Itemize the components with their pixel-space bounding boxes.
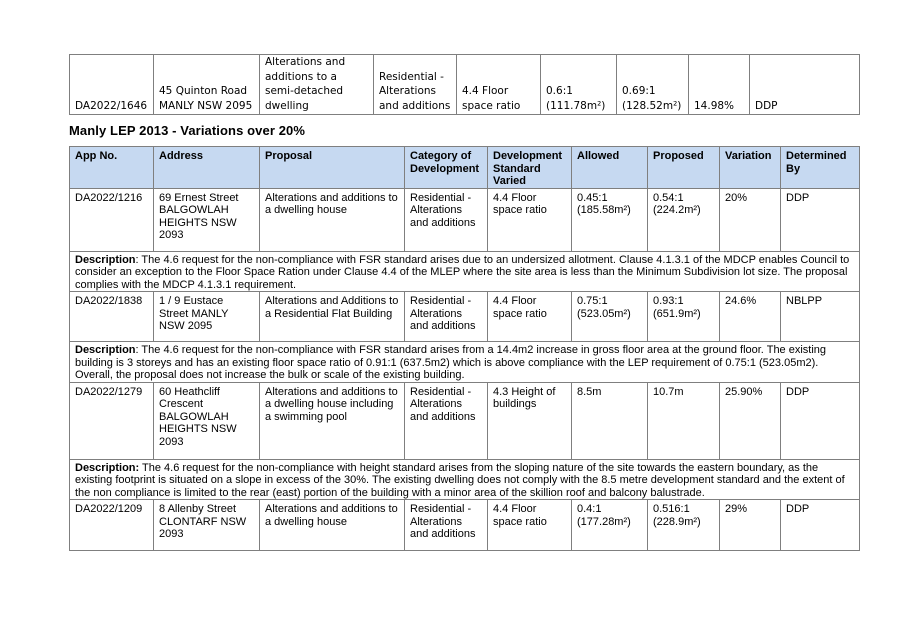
category-cell: Residential - Alterations and additions bbox=[405, 292, 488, 342]
table-row bbox=[70, 382, 860, 459]
determined-by-cell: DDP bbox=[750, 55, 860, 115]
header-variation: Variation bbox=[720, 147, 781, 189]
table-row bbox=[70, 55, 860, 115]
address-cell: 60 Heathcliff Crescent BALGOWLAH HEIGHTS NSW 2093 bbox=[154, 382, 260, 459]
standard-cell: 4.3 Height of buildings bbox=[488, 382, 572, 459]
category-cell: Residential - Alterations and additions bbox=[405, 500, 488, 551]
proposal-cell: Alterations and additions to a dwelling house bbox=[260, 500, 405, 551]
header-allowed: Allowed bbox=[572, 147, 648, 189]
description-cell bbox=[70, 342, 860, 383]
proposed-cell: 0.93:1 (651.9m²) bbox=[648, 292, 720, 342]
proposed-cell: 0.516:1 (228.9m²) bbox=[648, 500, 720, 551]
app-no-cell: DA2022/1838 bbox=[70, 292, 154, 342]
app-no-cell: DA2022/1279 bbox=[70, 382, 154, 459]
variation-cell: 29% bbox=[720, 500, 781, 551]
allowed-cell: 0.45:1 (185.58m²) bbox=[572, 188, 648, 251]
standard-cell: 4.4 Floor space ratio bbox=[488, 292, 572, 342]
description-cell bbox=[70, 459, 860, 500]
description-label: Description bbox=[75, 344, 136, 356]
description-text: The 4.6 request for the non-compliance with height standard arises from the sloping nature of the site towards the eastern boundary, as the existing footprint is situated on a slope in excess of the 30%. The existing dwelling does not comply with the 8.5 metre development standard and the extent of the non compliance is limited to the rear (east) portion of the building with a minor area of the skillion roof and balcony balustrade. bbox=[75, 461, 845, 499]
standard-cell: 4.4 Floor space ratio bbox=[457, 55, 541, 115]
proposed-cell: 10.7m bbox=[648, 382, 720, 459]
address-cell: 1 / 9 Eustace Street MANLY NSW 2095 bbox=[154, 292, 260, 342]
category-cell: Residential - Alterations and additions bbox=[405, 382, 488, 459]
proposal-cell: Alterations and additions to a dwelling house bbox=[260, 188, 405, 251]
variations-table bbox=[69, 146, 860, 551]
description-label: Description bbox=[75, 253, 136, 266]
proposal-cell: Alterations and additions to a dwelling house including a swimming pool bbox=[260, 382, 405, 459]
address-cell: 45 Quinton Road MANLY NSW 2095 bbox=[154, 55, 260, 115]
proposal-cell: Alterations and Additions to a Residential Flat Building bbox=[260, 292, 405, 342]
variation-cell: 14.98% bbox=[689, 55, 750, 115]
allowed-cell: 8.5m bbox=[572, 382, 648, 459]
description-label: Description: bbox=[75, 461, 140, 474]
allowed-cell: 0.6:1 (111.78m²) bbox=[541, 55, 617, 115]
proposal-cell: Alterations and additions to a semi-detached dwelling bbox=[260, 55, 374, 115]
description-row bbox=[70, 459, 860, 500]
header-standard: Development Standard Varied bbox=[488, 147, 572, 189]
determined-by-cell: DDP bbox=[781, 500, 860, 551]
address-cell: 69 Ernest Street BALGOWLAH HEIGHTS NSW 2093 bbox=[154, 188, 260, 251]
proposed-cell: 0.69:1 (128.52m²) bbox=[617, 55, 689, 115]
variation-cell: 25.90% bbox=[720, 382, 781, 459]
previous-variations-table bbox=[69, 54, 860, 115]
address-cell: 8 Allenby Street CLONTARF NSW 2093 bbox=[154, 500, 260, 551]
table-row bbox=[70, 292, 860, 342]
description-text: : The 4.6 request for the non-compliance with FSR standard arises from a 14.4m2 increase in gross floor area at the ground floor. The existing building is 3 storeys and has an existing floor space ratio of 0.91:1 (637.5m2) which is above compliance with the LEP requirement of 0.75:1 (523.05m2). Overall, the proposal does not increase the bulk or scale of the existing building. bbox=[75, 344, 827, 381]
category-cell: Residential - Alterations and additions bbox=[374, 55, 457, 115]
proposed-cell: 0.54:1 (224.2m²) bbox=[648, 188, 720, 251]
table-row bbox=[70, 500, 860, 551]
determined-by-cell: NBLPP bbox=[781, 292, 860, 342]
description-text: : The 4.6 request for the non-compliance with FSR standard arises due to an undersized allotment. Clause 4.1.3.1 of the MDCP enables Council to consider an exception to the Floor Space Ration under Clause 4.4 of the MLEP where the site area is less than the Minimum Subdivision lot size. The proposal complies with the MDCP 4.1.3.1 requirement. bbox=[75, 253, 850, 291]
variation-cell: 20% bbox=[720, 188, 781, 251]
determined-by-cell: DDP bbox=[781, 188, 860, 251]
header-proposal: Proposal bbox=[260, 147, 405, 189]
table-row bbox=[70, 188, 860, 251]
app-no-cell: DA2022/1646 bbox=[70, 55, 154, 115]
description-row bbox=[70, 251, 860, 292]
app-no-cell: DA2022/1216 bbox=[70, 188, 154, 251]
allowed-cell: 0.75:1 (523.05m²) bbox=[572, 292, 648, 342]
header-category: Category of Development bbox=[405, 147, 488, 189]
header-address: Address bbox=[154, 147, 260, 189]
table-header-row bbox=[70, 147, 860, 189]
standard-cell: 4.4 Floor space ratio bbox=[488, 500, 572, 551]
header-app-no: App No. bbox=[70, 147, 154, 189]
description-cell bbox=[70, 251, 860, 292]
determined-by-cell: DDP bbox=[781, 382, 860, 459]
allowed-cell: 0.4:1 (177.28m²) bbox=[572, 500, 648, 551]
variation-cell: 24.6% bbox=[720, 292, 781, 342]
category-cell: Residential - Alterations and additions bbox=[405, 188, 488, 251]
app-no-cell: DA2022/1209 bbox=[70, 500, 154, 551]
header-proposed: Proposed bbox=[648, 147, 720, 189]
standard-cell: 4.4 Floor space ratio bbox=[488, 188, 572, 251]
section-title: Manly LEP 2013 - Variations over 20% bbox=[69, 123, 306, 138]
description-row bbox=[70, 342, 860, 383]
header-determined-by: Determined By bbox=[781, 147, 860, 189]
